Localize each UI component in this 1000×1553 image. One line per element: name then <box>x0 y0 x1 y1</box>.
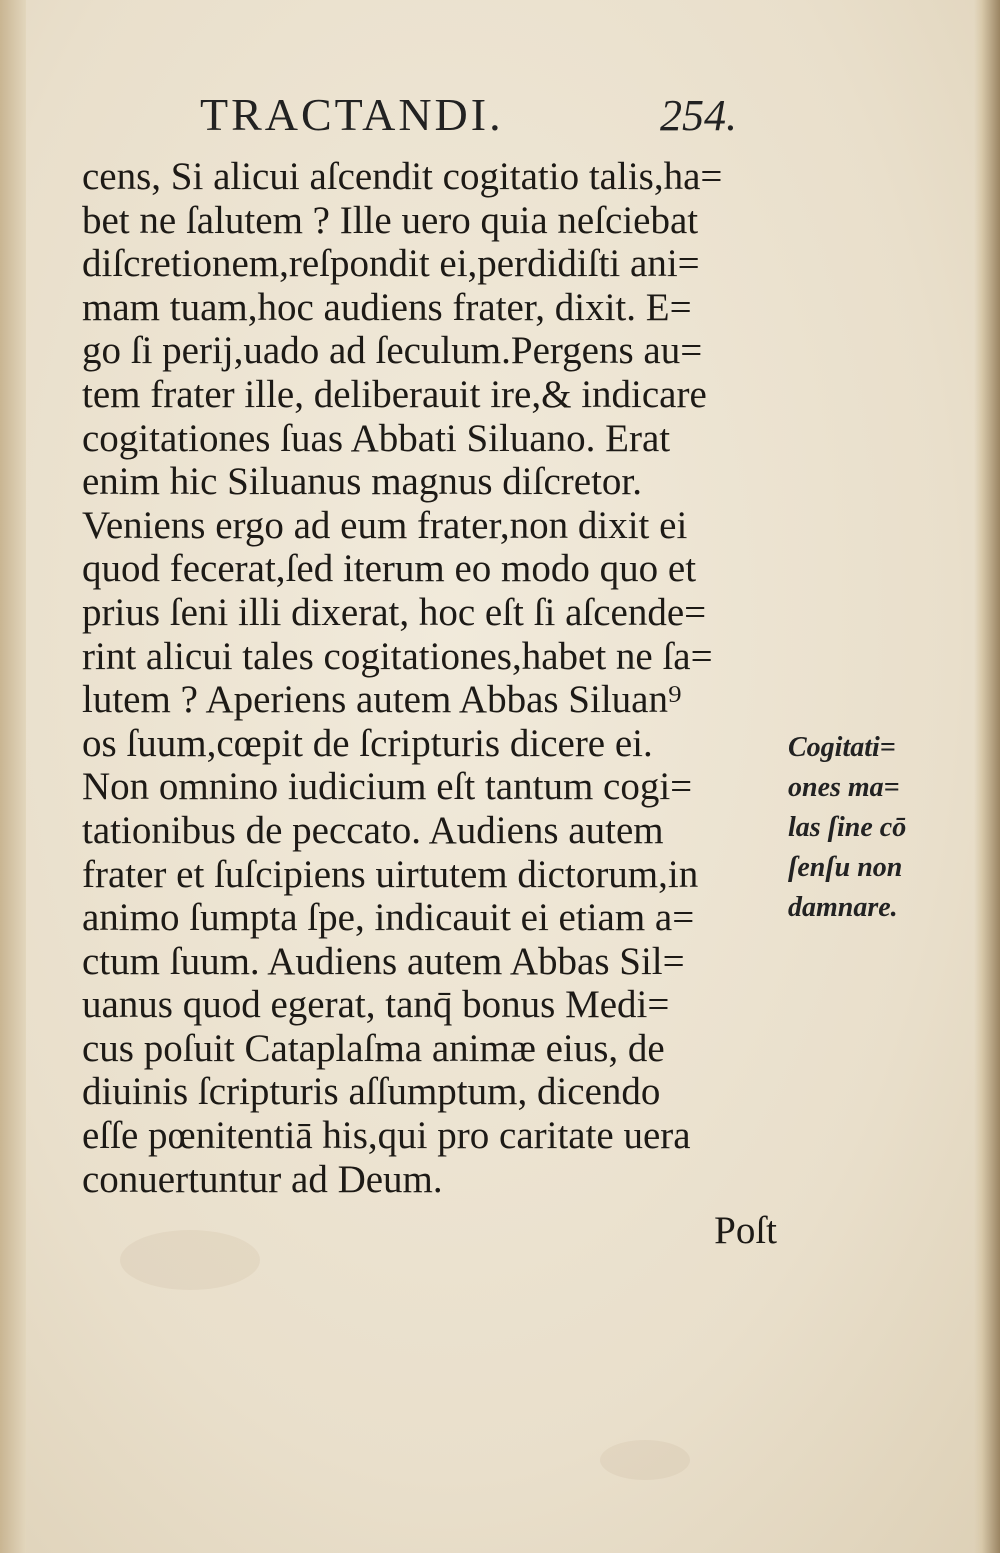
text-line: cogitationes ſuas Abbati Siluano. Erat <box>82 416 671 460</box>
text-line: bet ne ſalutem ? Ille uero quia neſciebat <box>82 198 699 242</box>
text-line: cens, Si alicui aſcendit cogitatio talis,ha= <box>82 155 723 198</box>
marginal-note-line: ſenſu non <box>788 852 903 883</box>
page-right-edge <box>974 0 1000 1553</box>
text-line: diuinis ſcripturis aſſumptum, dicendo <box>82 1070 661 1114</box>
text-line: eſſe pœnitentiā his,qui pro caritate uera <box>82 1114 691 1158</box>
text-line: tem frater ille, deliberauit ire,& indicare <box>82 372 707 416</box>
text-line: tationibus de peccato. Audiens autem <box>82 808 664 852</box>
text-line: conuertuntur ad Deum. <box>82 1157 443 1201</box>
body-text <box>82 155 787 1253</box>
text-line: quod fecerat,ſed iterum eo modo quo et <box>82 547 697 591</box>
text-line: go ſi perij,uado ad ſeculum.Pergens au= <box>82 329 703 373</box>
text-line: diſcretionem,reſpondit ei,perdidiſti ani= <box>82 242 700 286</box>
text-line: cus poſuit Cataplaſma animæ eius, de <box>82 1026 665 1070</box>
marginal-note-line: damnare. <box>788 892 898 923</box>
page-number: 254. <box>660 91 737 140</box>
text-line: uanus quod egerat, tanq̄ bonus Medi= <box>82 983 670 1027</box>
running-head: TRACTANDI. <box>200 89 504 140</box>
text-line: enim hic Siluanus magnus diſcretor. <box>82 460 642 504</box>
text-line: Veniens ergo ad eum frater,non dixit ei <box>82 503 688 547</box>
marginal-note-line: las ſine cō <box>788 812 907 843</box>
text-line: animo ſumpta ſpe, indicauit ei etiam a= <box>82 896 695 940</box>
page-left-edge <box>0 0 26 1553</box>
text-line: prius ſeni illi dixerat, hoc eſt ſi aſcende= <box>82 590 707 634</box>
text-line: rint alicui tales cogitationes,habet ne ſa= <box>82 634 713 678</box>
marginal-note-line: ones ma= <box>788 772 900 803</box>
text-line: ctum ſuum. Audiens autem Abbas Sil= <box>82 939 685 983</box>
text-line: mam tuam,hoc audiens frater, dixit. E= <box>82 285 692 329</box>
text-line: frater et ſuſcipiens uirtutem dictorum,in <box>82 852 699 896</box>
catchword: Poſt <box>714 1209 777 1253</box>
marginal-note-line: Cogitati= <box>788 732 896 763</box>
marginal-note <box>788 728 938 928</box>
text-line: lutem ? Aperiens autem Abbas Siluan⁹ <box>82 678 682 722</box>
text-line: os ſuum,cœpit de ſcripturis dicere ei. <box>82 721 653 765</box>
paper-stain <box>600 1440 690 1480</box>
page-header <box>200 88 800 148</box>
text-line: Non omnino iudicium eſt tantum cogi= <box>82 765 693 809</box>
